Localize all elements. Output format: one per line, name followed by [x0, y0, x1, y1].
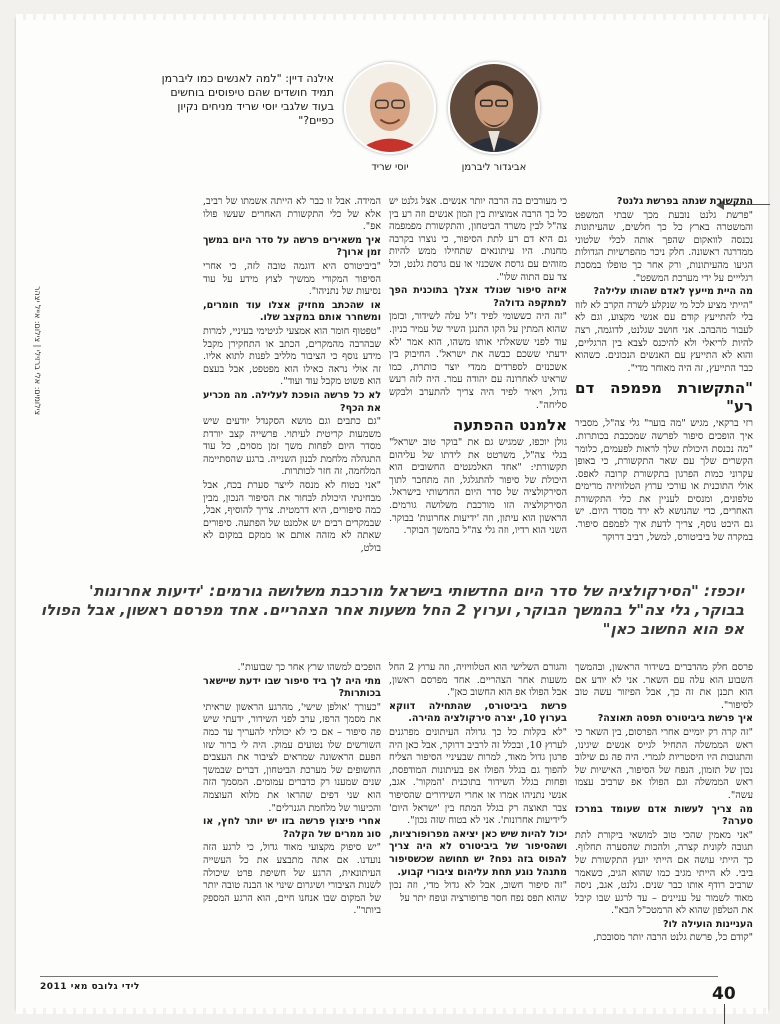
pull-quote: יוכפז: "הסירקולציה של סדר היום החדשותי בישראל מורכבת משלושה גורמים: 'ידיעות אחרונות' בבוקר, גלי צה"ל בהמשך הבוקר, וערוץ 2 החל משעות אחר הצהריים. אחד מפרסם ראשון, אבל הפולו אפ הוא החשוב כאן"	[40, 582, 744, 638]
body-paragraph: פרסם חלק מהדברים בשידור הראשון, ובהמשך השבוע הוא עלה עם השאר. אני לא יודע אם הוא תכנן את זה כך, אבל הפיזור עשה טוב לסיפור".	[575, 662, 753, 711]
body-paragraph: "אני מאמין שהכי טוב למושאי ביקורת לתת תגובה לקונית קצרה, ולהכות שהסערה תחלוף. כך הייתי עושה אם הייתי יועץ התקשורת של ביבי. לא הייתי מגיב כמו שהוא הגיב, כשאמר שרביב רודף אותו כבר שנים. גלנט, אגב, ניסה מאוד לשמור על עניינים – עד לרגע שבו קיבל את הטלפון שהוא לא הרמטכ"ל הבא".	[575, 829, 753, 917]
intro-quote: אילנה דיין: "למה לאנשים כמו ליברמן תמיד חושדים שהם טיפוסים בוחשים בעוד שלגבי יוסי שריד מניחים נקיון כפיים?"	[161, 72, 334, 127]
interview-question: פרשת ביביטורס, שהתחילה דווקא בערוץ 10, יצרה סירקולציה מהירה.	[389, 700, 567, 725]
body-paragraph: "זה קרה רק יומיים אחרי הפרסום, בין השאר כי ראש הממשלה התחיל לגייס אנשים שיגינו, והתגובות היו היסטריות לגמרי. היה פה גם שילוב נכון של תזמון, הנפח של הסיפור, האישיות של ראש הממשלה וגם הפולו אפ שרביב עצמו עשה".	[575, 726, 753, 801]
article-column-2	[389, 196, 567, 568]
photo-credit: צילומים: אלי ברזילי | צילום: אייל יצהר	[33, 285, 42, 415]
body-paragraph: והגורם השלישי הוא הטלוויזיה, וזה ערוץ 2 החל משעות אחר הצהריים. אחד מפרסם ראשון, אבל הפולו אפ הוא החשוב כאן".	[389, 662, 567, 699]
body-paragraph: כי מעורבים בה הרבה יותר אנשים. אצל גלנט יש כל כך הרבה אמוציות בין המון אנשים וזה רע בין צה"ל לבין משרד הביטחון, והתקשורת מפמפמה גם היא דם רע לתת הסיפור, כי נוצרו בקרבה מחנות. היו עיתונאים שתחילו ממש להיות מזוהים עם גרסת אשכנזי או עם גרסת גלנט, וכל צד עם התוה שלו".	[389, 196, 567, 283]
body-paragraph: "קודם כל, פרשת גלנט הרבה יותר מסובכת,	[593, 932, 753, 944]
interview-question: יכול להיות שיש כאן יציאה מפרופורציות, ושהסיפור של ביביטורס לא היה צריך להפוס בזה נפח? יש תחושה שכשסיפור מתנהל נוגע תחת עליהום ציבורי קבוע.	[389, 828, 567, 878]
sarid-photo	[344, 62, 436, 154]
portrait-icon	[450, 64, 538, 152]
page-number: 40	[712, 984, 736, 1004]
interview-question: איזה סיפור שנולד אצלך בתוכנית הפך למתקפה גדולה?	[389, 285, 567, 309]
interview-question: העניינות הועילה לו?	[662, 918, 753, 930]
portrait-icon	[346, 64, 434, 152]
body-paragraph: "פרשת גלנט נובעת מכך שבתי המשפט והמשטרה בארץ כל כך חלשים, שהעיתונות נכנסה לוואקום שהפך אותה לכלי שלטוני ממדרגה ראשונה. חלק ניכר מהפרשיות הגדולות הגיעו מהעיתונות, ורק אחר כך טופלו במסכת רגלייים על ידי מערכת המשפט".	[575, 209, 753, 284]
body-paragraph: רזי ברקאי, מגיש "מה בוער" גלי צה"ל, מסביר איך הופכים סיפור לפרשה שמככבת בכותרות. "מה נכנסת היכולת שלך לראות לפעמים, כלומר הקשרים שלך עם שאר התקשורת, כי באופן עקרוני כמות הפרגון בתקשורת קרובה לאפס. אולי התוכנית או עורכי ערוץ הטלוויזיה מרימים טלפונים, ומנסים לעניין את כלי התקשורת האחרים, כדי שהנושא לא ירד מסדר היום. יש גם היבט נוסף, צריך לדעת איך לפמפם סיפור. במקרה של ביביטורס, למשל, רביב דרוקר	[575, 418, 753, 543]
body-paragraph: "גם כתבים וגם מושא הסקנדל יודעים שיש משמעות קריטית לעיתוי. פרשייה קצב יורדת מסדר היום לפחות משך זמן מסוים, כל עוד התגהלה מלחמת לבנון השנייה. ברגע שהסתיימה המלחמה, זה חזר לכותרות.	[203, 416, 381, 478]
body-paragraph: "ביביטורס היא דוגמה טובה לזה, כי אחרי הסיפור המקורי ממשיך לצוץ מידע על עוד נסיעות של נתניהו".	[203, 260, 381, 298]
interview-question: מתי היה לך ביד סיפור שבו ידעת שיישאר בכותרות?	[203, 675, 381, 700]
article-column-6	[389, 662, 567, 970]
body-paragraph: "טפטוף חומר הוא אמצעי לגיטימי בעיניי, למרות שבהרבה מהמקרים, הכתב או התחקירן מקבל מידע נוסף כי הציבור מלליב לפנות לתוא אליו. זה אולי נראה כאילו הוא מפטפט, אבל בעצם הוא פשוט מקבל עוד ועוד".	[203, 325, 381, 388]
body-paragraph: המידה. אבל זו כבר לא הייתה אשמתו של רביב, אלא של כלי התקשורת האחרים שעשו פולו אפ".	[203, 196, 381, 233]
interview-question: מה צריך לעשות אדם שעומד במרכז סערה?	[575, 803, 753, 828]
interview-question: לא כל פרשה הופכת לעלילה. מה מכריע את הכף?	[203, 389, 381, 414]
footer-rule	[40, 976, 718, 977]
interview-question: איך פרשת ביביטורס תפסה תאוצה?	[597, 713, 753, 725]
section-heading: "התקשורת מפמפה דם רע"	[575, 379, 753, 416]
article-column-7	[203, 662, 381, 970]
article-column-3	[203, 196, 381, 568]
interview-question: איך משאירים פרשה על סדר היום במשך זמן ארוך?	[203, 234, 381, 259]
body-paragraph: גולן יוכפז, שמגיש גם את "בוקר טוב ישראל" בגלי צה"ל, משרטט את לידתו של עליהום תקשורתי: "אחד האלמנטים החשובים הוא היכולת של סיפור להתגלגל, וזה מתחבר לתוך הסירקולציה של סדר היום החדשותי בישראל. הסירקולציה הזו מורכבת משלושה גורמים. הראשון הוא עיתון, וזה 'ידיעות אחרונות' בבוקר. השני הוא רדיו, וזה גלי צה"ל בהמשך הבוקר.	[389, 437, 567, 537]
section-heading: אלמנט ההפתעה	[452, 416, 567, 435]
lieberman-caption: אביגדור ליברמן	[461, 162, 527, 173]
interview-question: אחרי פיצוץ פרשה בזו יש יותר לחץ, או סוג ממרים של הקלה?	[203, 816, 381, 840]
article-column-1	[575, 196, 753, 568]
page-number-rule	[724, 1004, 725, 1024]
interview-question: או שהכתב מחזיק אצלו עוד חומרים, ומשחרר אותם במקצב שלו.	[203, 299, 381, 324]
body-paragraph: "יש סיפוק מקצועי מאוד גדול, כי לרגע הזה נועדנו. אם אתה מתבצע את כל העשייה העיתונאית, הרגע של חשיפת פרט שיכולה לשנות הציבורי ושיגרום שינוי או הבנה טובה יותר של המקום שבו אנחנו חיים, הוא הרגע המספק ביותר".	[203, 842, 381, 917]
sarid-caption: יוסי שריד	[371, 162, 409, 173]
interview-question: מה היית מייעץ לאדם שהותו עלילה?	[593, 286, 753, 298]
body-paragraph: "הייתי מציע לכל מי שנקלע לשרה הקרב לא לזוז בלי להתייעץ קודם עם אנשי מקצוע, וגם לא לעבור מהבהב. אני חושב שגלנט, לדוגמה, רצה להיות לריאלי ולא להיכנס לצבא בין הרגליים, והוא לא התייעץ עם האנשים הנכונים. כשהוא כבר התייעץ, זה היה מאוחר מדי".	[575, 299, 753, 374]
body-paragraph: "אני בטוח לא מנסה לייצר סערת בכח, אבל מבחינתי היכולת לבחור את הסיפור הנכון, מבין כמה סיפורים, היא דרמטית. צריך להוסיף, אבל, שבמקרים רבים יש אלמנט של הפתעה. סיפורים שאתה לא מזהה אותם או ממקם במקום לא בולט,	[203, 480, 381, 555]
article-column-5	[575, 662, 753, 970]
body-paragraph: הופכים למשהו שרץ אחר כך שבועות".	[237, 662, 381, 673]
body-paragraph: "זה היה כששומי לפיד ז"ל עלה לשידור, ובזמן שהוא המתין על הקו התנגן השיר של עמיר בניון. עוד לפני ששאלתי אותו משהו, הוא אמר 'לא ידעתי ששכם כבשה את ישראל'. החיבוק בין אשכנזים לספרדים ממדי יוצר כותרת, כמו שראינו לאחרונה עם יהודה עמר. היה לזה רעש גדול, ויאיר לפיד היה צריך להתערב ולבקש סליחה".	[389, 311, 567, 411]
body-paragraph: "לא בקלות כל כך גדולה העיתונים מפרגנים לערוץ 10, ובכלל זה לרביב דרוקר, אבל כאן היה פרגון גדול מאוד, למרות שבעיניי הסיפור הצליח להפוך גם בגלל הפולו אפ בעיתונות המודפסת, ופחות בגלל השידור בתוכנית 'המקור'. אגב, אנשי נתניהו אמרו או אחרי השידורים שהסיפור צבר תאוצה רק בגלל המתח בין 'ישראל היום' ל'ידיעות אחרונות'. אני לא בטוח שזה נכון".	[389, 726, 567, 827]
body-paragraph: "כעורך 'אולפן שישי', מהרגע הראשון שראיתי את מסמך הרפז, ערב לפני השידור, ידעתי שיש פה סיפור – אם כי לא יכולתי להעריך עד כמה השורשים שלו נטועים עמוק. היה לי ברור שזו הפעם הראשונה שמראים לציבור את העצבים החשופים של מערכת הביטחון, דברים שבמשך שנים שמענו רק כדברים עמומים. המסמך הזה הוא שני דפים שהראו את מלוא העוצמה והכיעור של מלחמת הגנרלים".	[203, 701, 381, 814]
footer-magazine: לידי גלובס מאי 2011	[40, 982, 140, 992]
body-paragraph: "זה סיפור חשוב, אבל לא גדול מדי, וזה נכון שהוא תפס נפח חסר פרופורציה ונופח יתר על	[389, 880, 567, 904]
interview-question: התקשורת שנתה בפרשת גלנט?	[616, 196, 753, 207]
lieberman-photo	[448, 62, 540, 154]
